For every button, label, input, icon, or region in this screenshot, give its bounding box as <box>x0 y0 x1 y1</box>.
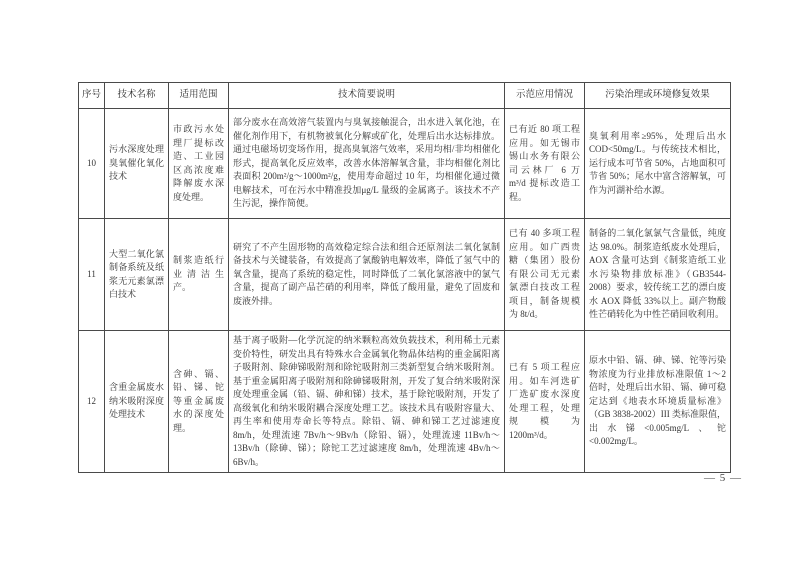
table-header-row <box>79 83 731 109</box>
technology-name: 含重金属废水纳米吸附深度处理技术 <box>105 331 169 473</box>
remediation-effect: 原水中铅、镉、砷、锑、铊等污染物浓度为行业排放标准限值 1～2 倍时，处理后出水铅、镉、砷可稳定达到《地表水环境质量标准》（GB 3838-2002）III 类标准限值，出水锑<0.005mg/L、铊<0.002mg/L。 <box>585 331 731 473</box>
technology-name: 污水深度处理臭氧催化氧化技术 <box>105 109 169 219</box>
application-status: 已有 5 项工程应用。如车河选矿厂选矿废水深度处理工程，处理规模为 1200m³/d。 <box>505 331 585 473</box>
table-row <box>79 219 731 331</box>
application-status: 已有近 80 项工程应用。如无锡市锡山水务有限公司云林厂 6 万 m³/d 提标改造工程。 <box>505 109 585 219</box>
header-scope: 适用范围 <box>169 83 229 109</box>
header-application: 示范应用情况 <box>505 83 585 109</box>
technology-description: 研究了不产生固形物的高效稳定综合法和组合还原剂法二氧化氯制备技术与关键装备，有效提高了氯酸钠电解效率，降低了氢气中的氧含量，提高了系统的稳定性，同时降低了二氧化氯溶液中的氯气含量，提高了副产品芒硝的利用率，降低了酸用量，避免了固废和废液外排。 <box>229 219 505 331</box>
remediation-effect: 制备的二氧化氯氯气含量低，纯度达 98.0%。制浆造纸废水处理后，AOX 含量可达到《制浆造纸工业水污染物排放标准》（GB3544-2008）要求，较传统工艺的漂白废水 AOX 降低 33%以上。副产物酸性芒硝转化为中性芒硝回收利用。 <box>585 219 731 331</box>
applicable-scope: 含砷、镉、铅、锑、铊等重金属废水的深度处理。 <box>169 331 229 473</box>
technology-table <box>78 82 731 473</box>
page-number: — 5 — <box>704 472 742 484</box>
applicable-scope: 市政污水处理厂提标改造、工业园区高浓度难降解废水深度处理。 <box>169 109 229 219</box>
technology-description: 部分废水在高效溶气装置内与臭氧接触混合，出水进入氧化池，在催化剂作用下，有机物被氧化分解或矿化，处理后出水达标排放。通过电磁场切变场作用，提高臭氧溶气效率，采用均相/非均相催化形式，提高氧化反应效率，改善水体溶解氧含量，非均相催化剂比表面积 200m²/g～1000m²/g，使用寿命超过 10 年，均相催化通过微电解技术，可在污水中精准投加μg/L 量级的金属离子。该技术不产生污泥，操作简便。 <box>229 109 505 219</box>
remediation-effect: 臭氧利用率≥95%，处理后出水 COD<50mg/L。与传统技术相比，运行成本可节省 50%，占地面积可节省 50%；尾水中富含溶解氧，可作为河湖补给水源。 <box>585 109 731 219</box>
table-row <box>79 109 731 219</box>
row-number: 11 <box>79 219 105 331</box>
header-name: 技术名称 <box>105 83 169 109</box>
row-number: 12 <box>79 331 105 473</box>
header-description: 技术简要说明 <box>229 83 505 109</box>
table-row <box>79 331 731 473</box>
applicable-scope: 制浆造纸行业清洁生产。 <box>169 219 229 331</box>
header-no: 序号 <box>79 83 105 109</box>
technology-name: 大型二氧化氯制备系统及纸浆无元素氯漂白技术 <box>105 219 169 331</box>
application-status: 已有 40 多项工程应用。如广西贵糖（集团）股份有限公司无元素氯漂白技改工程项目，制备规模为 8t/d。 <box>505 219 585 331</box>
technology-description: 基于离子吸附—化学沉淀的纳米颗粒高效负载技术，利用稀土元素变价特性，研发出具有特殊水合金属氧化物晶体结构的重金属阳离子吸附剂、除砷锑吸附剂和除铊吸附剂三类新型复合纳米吸附剂。基于重金属阳离子吸附剂和除砷锑吸附剂，开发了复合纳米吸附深度处理重金属（铅、镉、砷和锑）技术，基于除铊吸附剂，开发了高级氧化和纳米吸附耦合深度处理工艺。该技术具有吸附容量大、再生率和使用寿命长等特点。除铅、镉、砷和锑工艺过滤速度 8m/h，处理流速 7Bv/h～9Bv/h（除铅、镉），处理流速 11Bv/h～13Bv/h（除砷、锑）；除铊工艺过滤速度 8m/h，处理流速 4Bv/h～6Bv/h。 <box>229 331 505 473</box>
row-number: 10 <box>79 109 105 219</box>
header-effect: 污染治理或环境修复效果 <box>585 83 731 109</box>
